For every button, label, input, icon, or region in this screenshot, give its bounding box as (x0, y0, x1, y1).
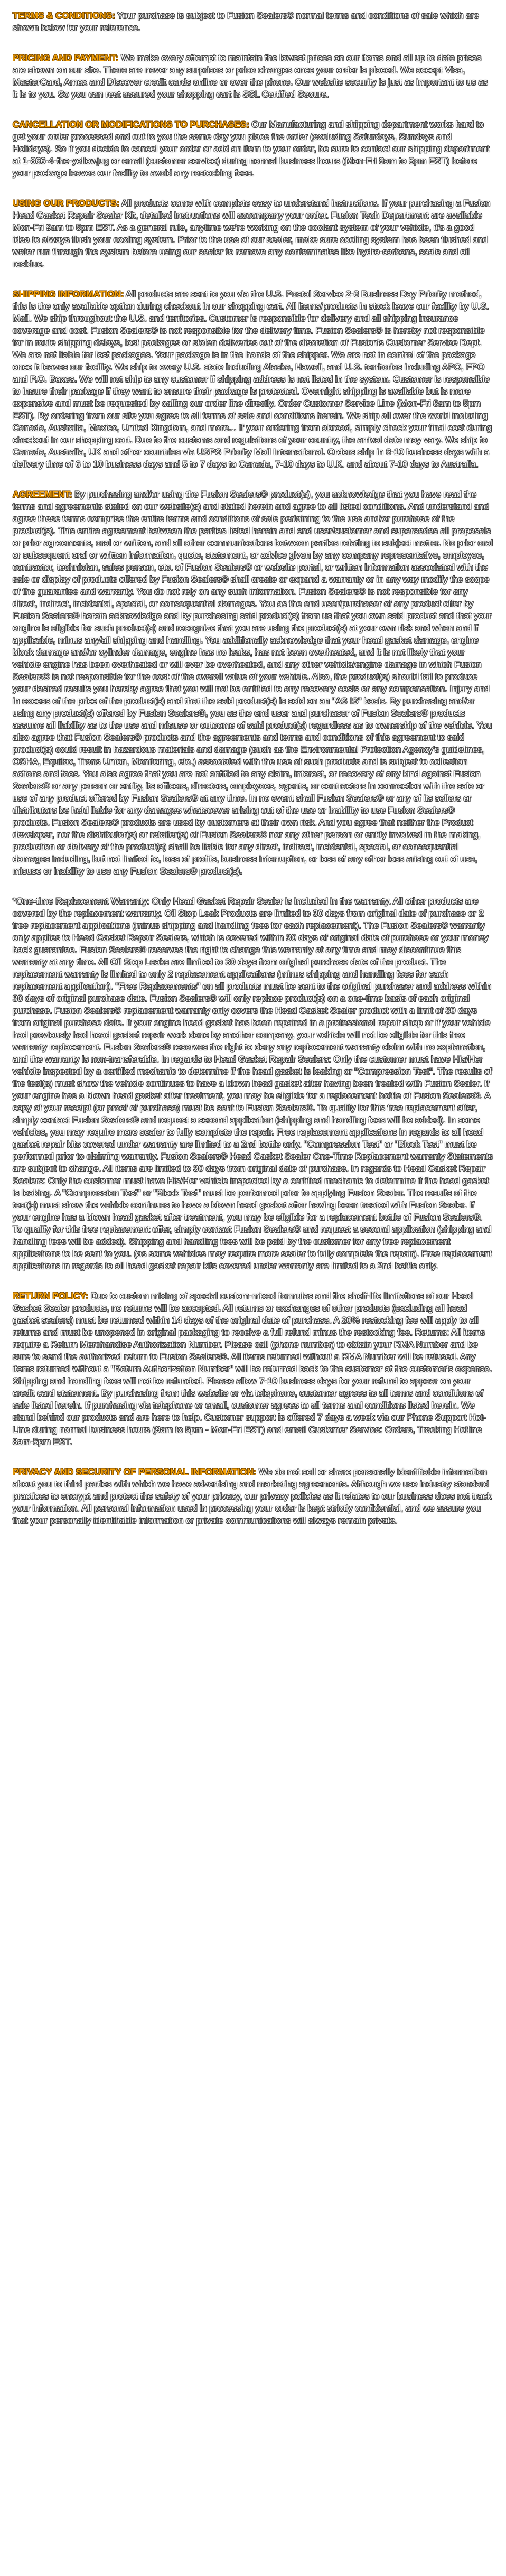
section-heading: AGREEMENT: (13, 489, 72, 499)
section-heading: PRICING AND PAYMENT: (13, 53, 119, 63)
pricing-payment-section (13, 52, 493, 100)
section-paragraph (13, 118, 493, 179)
warranty-section (13, 895, 493, 1272)
return-policy-section (13, 1290, 493, 1448)
section-text: We do not sell or share personally identifiable information about you to third parties with which we have advertising and marketing agreements. Although we use industry standard practices to encrypt and protect the safety of your privacy, our privacy policies as it relates to our business does not track your information. All personal information used in processing your order is kept strictly confidential, and we assure you that your personally identifiable information or private communications will always remain private. (13, 1467, 492, 1526)
section-paragraph (13, 488, 493, 877)
section-paragraph (13, 288, 493, 470)
section-heading: PRIVACY AND SECURITY OF PERSONAL INFORMATION: (13, 1467, 257, 1477)
section-heading: CANCELLATION OR MODIFICATIONS TO PURCHASES: (13, 119, 249, 129)
privacy-section (13, 1466, 493, 1527)
shipping-section (13, 288, 493, 470)
section-paragraph (13, 52, 493, 100)
section-paragraph (13, 197, 493, 270)
section-text: All products come with complete easy to understand instructions. If your purchasing a Fusion Head Gasket Repair Sealer Kit, detailed instructions will accompany your order. Fusion Tech Department are available Mon-Fri 9am to 5pm EST. As a general rule, anytime we're working on the coolant system of your vehicle, it's a good idea to always flush your cooling system. Prior to the use of our sealer, make sure cooling system has been flushed and water run through the system before using our sealer to remove any contaminates like hydro-carbons, scale and oil residue. (13, 198, 491, 269)
section-paragraph (13, 895, 493, 1272)
section-text: Our Manufacturing and shipping department works hard to get your order processed and out to you the same day you place the order (excluding Saturdays, Sundays and Holidays). So if you decide to cancel your order or add an item to your order, be sure to contact our shipping department at 1-866-4-the-yellowjug or email (customer service) during normal business hours (Mon-Fri 8am to 5pm EST) before your package leaves our facility to avoid any restocking fees. (13, 119, 490, 178)
section-paragraph (13, 10, 493, 34)
section-paragraph (13, 1290, 493, 1448)
section-heading: TERMS & CONDITIONS: (13, 11, 115, 21)
section-text: *One-time Replacement Warranty: Only Head Gasket Repair Sealer is included in the warranty. All other products are covered by the replacement warranty. Oil Stop Leak Products are limited to 30 days from original date of purchase or 2 free replacement applications (minus shipping and handling fees for each replacement). The Fusion Sealers® warranty only applies to Head Gasket Repair Sealers, which is covered within 30 days of original date of purchase or your money back guarantee. Fusion Sealers® reserves the right to change this warranty at any time and may discontinue this warranty at any time. All Oil Stop Leaks are limited to 30 days from original purchase date of the product. The replacement warranty is limited to only 2 replacement applications (minus shipping and handling fees for each replacement application). "Free Replacements" on all products must be sent to the original purchaser and address within 30 days of original purchase date. Fusion Sealers® will only replace product(s) on a one-time basis of each original purchase. Fusion Sealers® replacement warranty only covers the Head Gasket Sealer product with a limit of 30 days from original purchase date. If your engine head gasket has been repaired in a professional repair shop or if your vehicle had previously had head gasket repair work done by another company, your vehicle will not be eligible for this free warranty replacement. Fusion Sealers® reserves the right to deny any replacement warranty claim with no explanation, and the warranty is non-transferable. In regards to Head Gasket Repair Sealers: Only the customer must have His/Her vehicle inspected by a certified mechanic to determine if the head gasket is leaking or "Compression Test". The results of the test(s) must show the vehicle continues to have a blown head gasket after having been treated with Fusion Sealer. If your engine has a blown head gasket after treatment, you may be eligible for a replacement bottle of Fusion Sealers®. A copy of your receipt (or proof of purchase) must be sent to Fusion Sealers®. To qualify for this free replacement offer, simply contact Fusion Sealers® and request a second application (shipping and handling fees will be added). In some vehicles, you may require more sealer to fully complete the repair. Free replacement applications in regards to all head gasket repair kits covered under warranty are limited to a 2nd bottle only. "Compression Test" or "Block Test" must be performed prior to claiming warranty. Fusion Sealers® Head Gasket Sealer One-Time Replacement warranty Statements are subject to change. All items are limited to 30 days from original date of purchase. In regards to Head Gasket Repair Sealers: Only the customer must have His/Her vehicle inspected by a certified mechanic to determine if the head gasket is leaking. A "Compression Test" or "Block Test" must be performed prior to applying Fusion Sealer. The results of the test(s) must show the vehicle continues to have a blown head gasket after having been treated with Fusion Sealer. If your engine has a blown head gasket after treatment, you may be eligible for a replacement bottle of Fusion Sealers®. To qualify for this free replacement offer, simply contact Fusion Sealers® and request a second application (shipping and handling fees will be added). Shipping and handling fees will be paid by the customer for any free replacement applications to be sent to you. (as some vehicles may require more sealer to fully complete the repair). Free replacement applications in regards to all head gasket repair kits covered under warranty are limited to a 2nd bottle only. (13, 896, 493, 1271)
section-heading: USING OUR PRODUCTS: (13, 198, 120, 208)
section-text: We make every attempt to maintain the lowest prices on our items and all up to date prices are shown on our site. There are never any surprises or price changes once your order is placed. We accept Visa, MasterCard, Amex and Discover credit cards online or over the phone. Our website security is just as important to us as it is to you. So you can rest assured your shopping cart is SSL Certified Secure. (13, 53, 488, 99)
using-products-section (13, 197, 493, 270)
section-text: Due to custom mixing of special custom-mixed formulas and the shelf-life limitations of our Head Gasket Sealer products, no returns will be accepted. All returns or exchanges of other products (excluding all head gasket sealers) must be returned within 14 days of the original date of purchase. A 20% restocking fee will apply to all returns and must be unopened in original packaging to receive a full refund minus the restocking fee. Returns: All items require a Return Merchandise Authorization Number. Please call (phone number) to obtain your RMA Number and be sure to send the authorized return to Fusion Sealers®. All items returned without a RMA Number will be refused. Any items returned without a "Return Authorization Number" will be returned back to the customer at the customer's expense. Shipping and handling fees will not be refunded. Please allow 7-10 business days for your refund to appear on your credit card statement. By purchasing from this website or via telephone, customer agrees to all terms and conditions of sale listed herein. If purchasing via telephone or email, customer agrees to all terms and conditions listed herein. We stand behind our products and are here to help. Customer support is offered 7 days a week via our Phone Support Hot-Line during normal business hours (9am to 5pm - Mon-Fri EST) and email Customer Service: Orders, Tracking Hotline 8am-5pm EST. (13, 1291, 492, 1447)
agreement-section (13, 488, 493, 877)
cancellation-section (13, 118, 493, 179)
section-text: Your purchase is subject to Fusion Sealers® normal terms and conditions of sale which are shown below for your reference. (13, 11, 479, 33)
section-heading: SHIPPING INFORMATION: (13, 289, 124, 299)
section-heading: RETURN POLICY: (13, 1291, 89, 1301)
section-text: By purchasing and/or using the Fusion Sealers® product(s), you acknowledge that you have read the terms and agreements stated on our website(s) and stated herein and agree to all listed conditions. And understand and agree these terms comprise the entire terms and conditions of sale pertaining to the use and/or purchase of the product(s). This entire agreement between the parties listed herein and end user/customer and supersedes all proposals or prior agreements, oral or written, and all other communications between parties relating to subject matter. No prior oral or subsequent oral or written information, quote, statement, or advice given by any company representative, employee, contractor, technician, sales person, etc. of Fusion Sealers® or website portal, or written information associated with the sale or display of products offered by Fusion Sealers® shall create or expand a warranty or in any way modify the scope of the guarantee and warranty. You do not rely on any such information. Fusion Sealers® is not responsible for any direct, indirect, incidental, special, or consequential damages. You as the end user/purchaser of any product offer by Fusion Sealers® herein acknowledge and by purchasing said product(s) from us that you own said product and that your engine is eligible for such product(s) and recognize that you are using the product(s) at your own risk and when and if applicable, minus any/all shipping and handling. You additionally acknowledge that your head gasket damage, engine block damage and/or cylinder damage, engine has no leaks, has not been overheated, and it is not likely that your vehicle engine has been overheated or will ever be overheated, and any other vehicle/engine damage in which Fusion Sealers® is not responsible for the cost of the overall value of your vehicle. Also, the product(s) should fail to produce your desired results you hereby agree that you will not be entitled to any recovery costs or any compensation. Injury and in excess of the price of the product(s) and that the said product(s) is sold on an "AS IS" basis. By purchasing and/or using any product(s) offered by Fusion Sealers®, you as the end user and purchaser of Fusion Sealers® products assume all liability as to the use and misuse or outcome of said product(s) regardless as to ownership of the vehicle. You also agree that Fusion Sealers® products and the agreements and terms and conditions of this agreement to said product(s) could result in hazardous materials and damage (such as the Environmental Protection Agency's guidelines, OSHA, Equifax, Trans Union, Monitoring, etc.) associated with the use of such products and is subject to collection actions and fees. You also agree that you are not entitled to any claim, interest, or recovery of any kind against Fusion Sealers® or any person or entity, its officers, directors, employees, agents, or contractors in connection with the sale or use of any product offered by Fusion Sealers® at any time. In no event shall Fusion Sealers® or any of its sellers or distributors be held liable for any damages whatsoever arising out of the use or inability to use Fusion Sealers® products. Fusion Sealers® products are used by customers at their own risk. And you agree that neither the Product developer, nor the distributor(s) or retailer(s) of Fusion Sealers® nor any other person or entity involved in the making, production or delivery of the product(s) shall be liable for any direct, indirect, incidental, special, or consequential damages including, but not limited to, loss of profits, business interruption, or loss of any other loss arising out of use, misuse or inability to use any Fusion Sealers® product(s). (13, 489, 493, 876)
section-paragraph (13, 1466, 493, 1527)
terms-conditions-section (13, 10, 493, 34)
section-text: All products are sent to you via the U.S. Postal Service 2-3 Business Day Priority method, this is the only available option during checkout in our shopping cart. All items/products in stock leave our facility by U.S. Mail. We ship throughout the U.S. and territories. Customer is responsible for delivery and all shipping insurance coverage and cost. Fusion Sealers® is not responsible for the delivery time. Fusion Sealers® is hereby not responsible for in route shipping delays, lost packages or stolen deliveries out of the discretion of Fusion's Customer Service Dept. We are not liable for lost packages. Your package is in the hands of the shipper. We are not in control of the package once it leaves our facility. We ship to every U.S. state including Alaska, Hawaii, and U.S. territories including APO, FPO and P.O. Boxes. We will not ship to any customer if shipping address is not listed in the system. Customer is responsible to insure their package if they want to ensure their package is protected. Overnight shipping is available but is more expensive and must be requested by calling our order line directly. Order Customer Service Line (Mon-Fri 8am to 5pm EST). By ordering from our site you agree to all terms of sale and conditions herein. We ship all over the world including Canada, Australia, Mexico, United Kingdom, and more... If your ordering from abroad, simply check your final cost during checkout in our shopping cart. Due to the customs and regulations of your country, the arrival date may vary. We ship to Canada, Australia, UK and other countries via USPS Priority Mail International. Orders ship in 6-10 business days with a delivery time of 6 to 10 business days and 5 to 7 days to Canada, 7-10 days to U.K. and about 7-10 days to Australia. (13, 289, 492, 469)
